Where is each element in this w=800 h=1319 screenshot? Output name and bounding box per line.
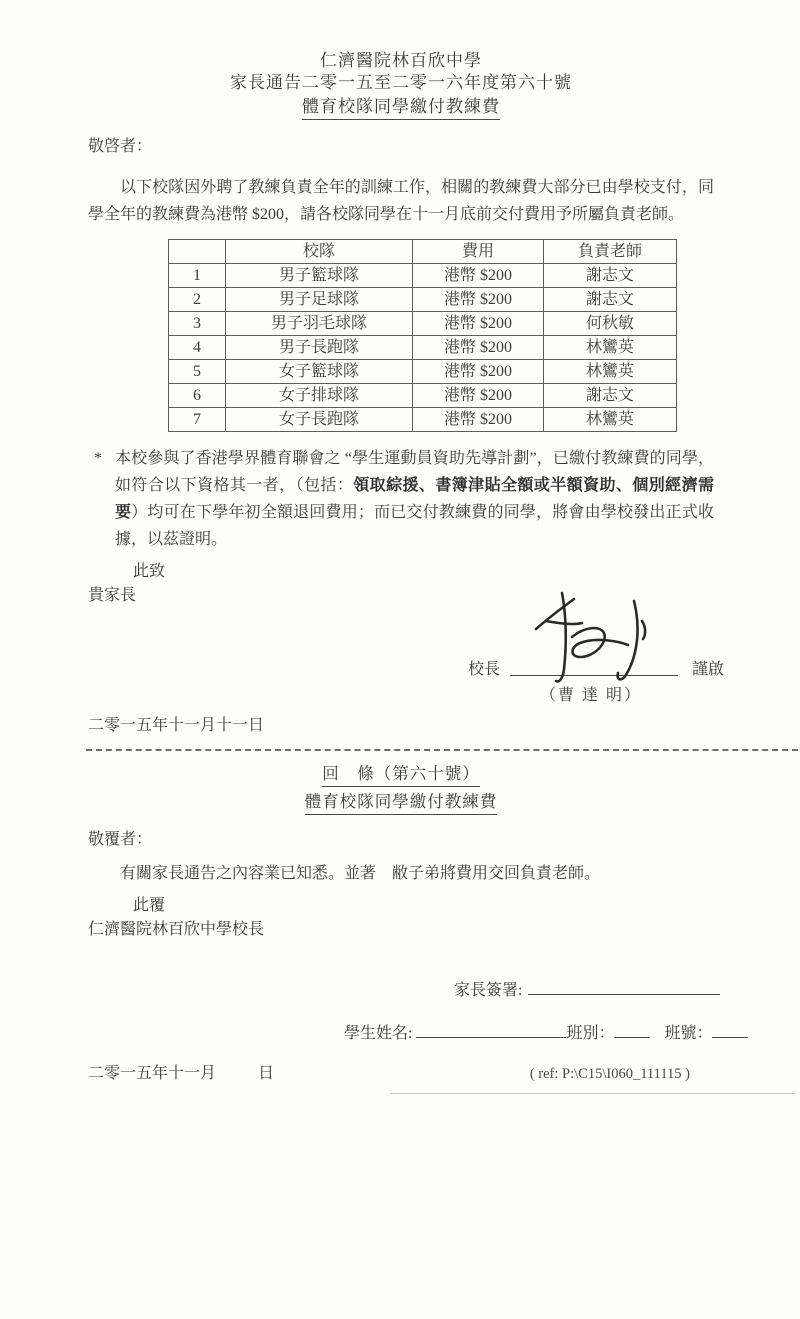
reply-cifu: 此覆: [133, 897, 166, 914]
reply-addressee: 仁濟醫院林百欣中學校長: [88, 921, 265, 938]
table-cell-no: 6: [169, 384, 226, 408]
asterisk-marker: *: [94, 450, 102, 467]
table-cell-team: 男子長跑隊: [226, 336, 413, 360]
principal-signature-row: [468, 656, 724, 679]
principal-signature-line: [510, 671, 678, 676]
table-cell-no: 4: [169, 336, 226, 360]
footnote-after-bold: ）均可在下學年初全額退回費用；而已交付教練費的同學，將會由學校發出正式收據，以茲證明。: [115, 504, 714, 548]
class-blank: [614, 1023, 650, 1038]
table-cell-no: 2: [169, 288, 226, 312]
parent-signature-blank: [528, 980, 720, 995]
parent-sign-label: 家長簽署:: [454, 982, 523, 999]
table-row: [169, 312, 677, 336]
table-cell-team: 女子排球隊: [226, 384, 413, 408]
student-name-blank: [416, 1023, 566, 1038]
table-row: [169, 288, 677, 312]
dashed-cut-line: [86, 749, 798, 751]
table-cell-fee: 港幣 $200: [413, 384, 544, 408]
notice-subject: 體育校隊同學繳付教練費: [302, 97, 500, 120]
principal-name: （曹 達 明）: [540, 687, 643, 704]
reply-salutation: 敬覆者：: [88, 831, 153, 848]
document-header: [88, 0, 714, 120]
table-cell-teacher: 林鸞英: [544, 360, 677, 384]
table-row: [169, 384, 677, 408]
day-blank-space: [216, 1063, 258, 1085]
principal-label: 校長: [468, 661, 501, 678]
table-cell-teacher: 謝志文: [544, 288, 677, 312]
table-cell-teacher: 何秋敏: [544, 312, 677, 336]
table-cell-fee: 港幣 $200: [413, 288, 544, 312]
intro-paragraph: 以下校隊因外聘了教練負責全年的訓練工作，相關的教練費大部分已由學校支付，同學全年的教練費為港幣 $200，請各校隊同學在十一月底前交付費用予所屬負責老師。: [88, 179, 714, 223]
class-no-blank: [712, 1023, 748, 1038]
table-cell-team: 男子羽毛球隊: [226, 312, 413, 336]
fee-table-body: [169, 264, 677, 432]
closing-recipient: 貴家長: [88, 587, 137, 604]
reply-slip-header: [88, 764, 714, 815]
class-label: 班別：: [566, 1025, 615, 1042]
closing-cizhi: 此致: [133, 563, 166, 580]
notice-date: 二零一五年十一月十一日: [88, 717, 265, 734]
table-cell-fee: 港幣 $200: [413, 312, 544, 336]
table-cell-team: 男子籃球隊: [226, 264, 413, 288]
footnote-text: [115, 445, 714, 553]
scan-artifact-line: [390, 1093, 795, 1094]
fee-table: [168, 239, 677, 432]
table-cell-fee: 港幣 $200: [413, 336, 544, 360]
school-name: 仁濟醫院林百欣中學: [320, 51, 482, 70]
principal-signature-image: [522, 591, 672, 687]
student-name-label: 學生姓名:: [344, 1025, 413, 1042]
reply-date-suffix: 日: [258, 1065, 275, 1082]
table-cell-teacher: 謝志文: [544, 384, 677, 408]
table-row: [169, 336, 677, 360]
table-row: [169, 264, 677, 288]
reply-date-row: [88, 1063, 714, 1085]
table-cell-fee: 港幣 $200: [413, 360, 544, 384]
table-cell-teacher: 林鸞英: [544, 336, 677, 360]
footnote-bold: 領取綜援、書簿津貼全額或半額資助、個別經濟需要: [115, 477, 714, 521]
reply-body: 有關家長通告之內容業已知悉。並著 敝子弟將費用交回負責老師。: [120, 865, 601, 882]
table-header-row: [169, 240, 677, 264]
table-cell-teacher: 林鸞英: [544, 408, 677, 432]
footnote-before-bold: 本校參與了香港學界體育聯會之 “學生運動員資助先導計劃”，已繳付教練費的同學，如符合以下資格其一者，（包括：: [115, 450, 714, 494]
header-no: [169, 240, 226, 264]
table-cell-no: 1: [169, 264, 226, 288]
table-cell-team: 男子足球隊: [226, 288, 413, 312]
respectfully-label: 謹啟: [692, 661, 725, 678]
header-teacher: 負責老師: [544, 240, 677, 264]
page-content: [88, 0, 725, 1085]
parent-signature-row: [454, 977, 714, 1000]
table-cell-fee: 港幣 $200: [413, 408, 544, 432]
salutation: 敬啓者：: [88, 138, 153, 155]
student-info-row: [344, 1020, 714, 1043]
table-cell-team: 女子籃球隊: [226, 360, 413, 384]
table-cell-no: 5: [169, 360, 226, 384]
header-team: 校隊: [226, 240, 413, 264]
class-no-label: 班號：: [664, 1025, 713, 1042]
table-cell-no: 7: [169, 408, 226, 432]
table-cell-team: 女子長跑隊: [226, 408, 413, 432]
reply-slip-subject: 體育校隊同學繳付教練費: [305, 792, 498, 815]
reply-date-prefix: 二零一五年十一月: [88, 1065, 217, 1082]
table-cell-fee: 港幣 $200: [413, 264, 544, 288]
table-cell-no: 3: [169, 312, 226, 336]
table-row: [169, 408, 677, 432]
file-reference: ( ref: P:\C15\I060_111115 ): [529, 1066, 690, 1082]
table-row: [169, 360, 677, 384]
header-fee: 費用: [413, 240, 544, 264]
footnote: [88, 445, 714, 553]
table-cell-teacher: 謝志文: [544, 264, 677, 288]
reply-slip-title: 回 條（第六十號）: [322, 764, 480, 787]
notice-number-line: 家長通告二零一五至二零一六年度第六十號: [230, 73, 572, 92]
signature-block: [88, 607, 725, 705]
